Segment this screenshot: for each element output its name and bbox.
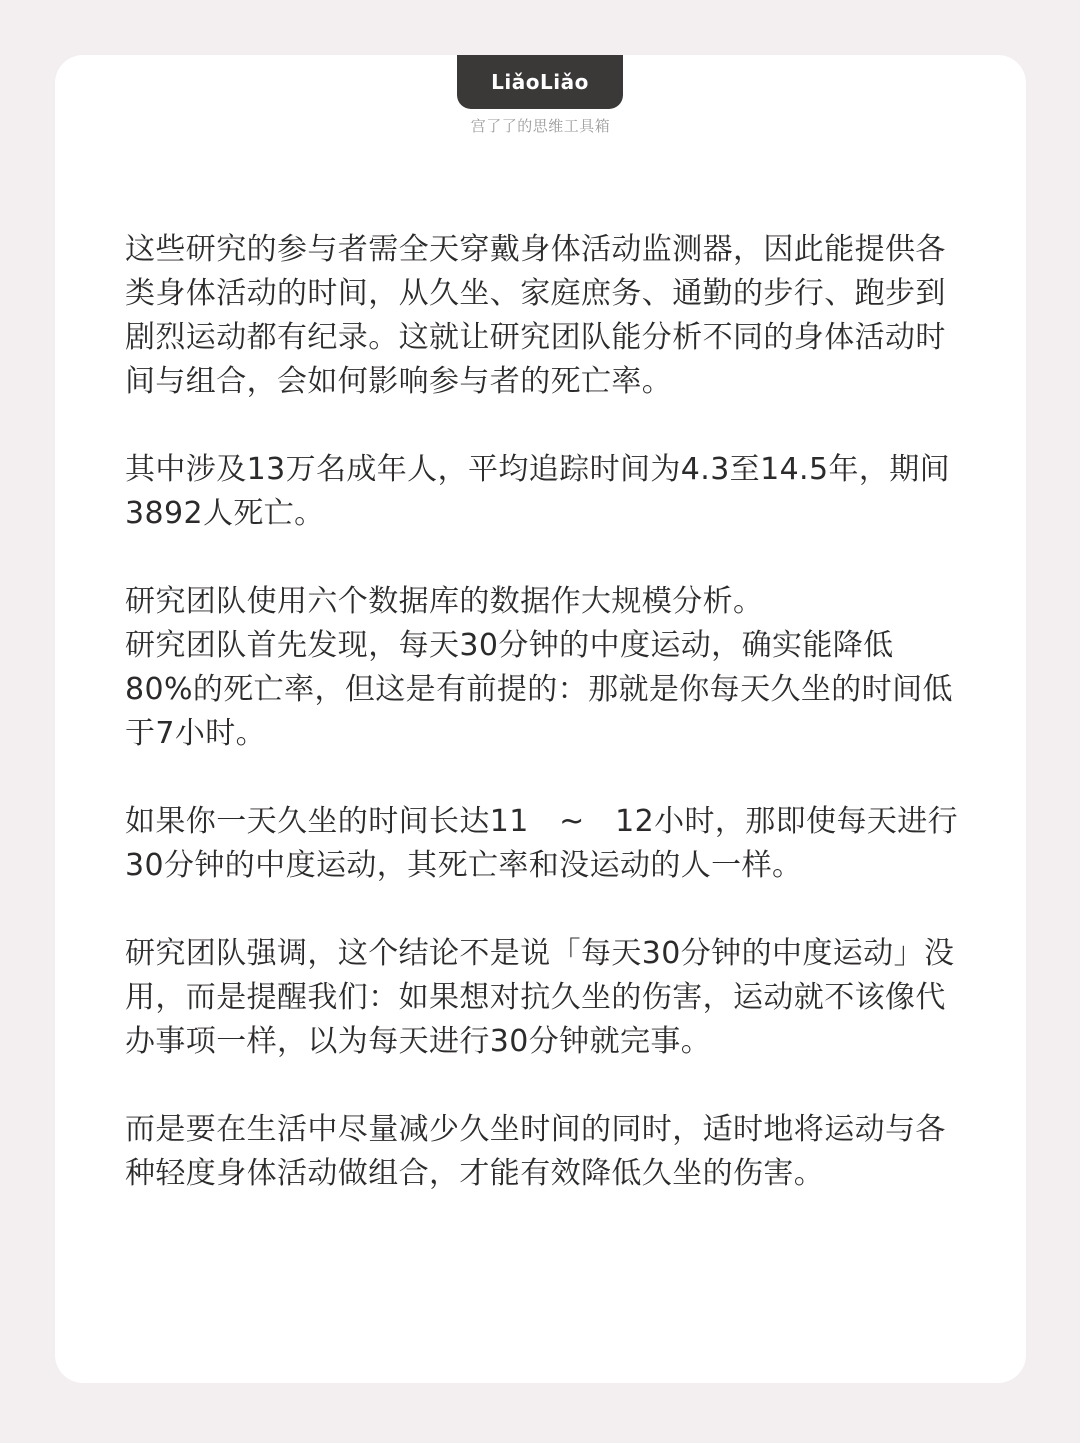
article-paragraph-7: 而是要在生活中尽量减少久坐时间的同时，适时地将运动与各种轻度身体活动做组合，才能有效降低久坐的伤害。 — [125, 1112, 946, 1191]
brand-tagline: 宫了了的思维工具箱 — [470, 117, 611, 135]
article-paragraph-2: 其中涉及13万名成年人，平均追踪时间为4.3至14.5年，期间3892人死亡。 — [125, 452, 951, 531]
article-paragraph-6: 研究团队强调，这个结论不是说「每天30分钟的中度运动」没用，而是提醒我们：如果想对抗久坐的伤害，运动就不该像代办事项一样，以为每天进行30分钟就完事。 — [125, 936, 955, 1059]
article-paragraph-5: 如果你一天久坐的时间长达11 ~ 12小时，那即使每天进行30分钟的中度运动，其死亡率和没运动的人一样。 — [125, 804, 959, 883]
article-paragraph-4: 研究团队首先发现，每天30分钟的中度运动，确实能降低80%的死亡率，但这是有前提的：那就是你每天久坐的时间低于7小时。 — [125, 628, 953, 751]
brand-logo: LiǎoLiǎo — [491, 70, 589, 94]
brand-logo-tab — [457, 55, 623, 109]
article-paragraph-3: 研究团队使用六个数据库的数据作大规模分析。 — [125, 584, 764, 619]
article-body — [125, 228, 959, 1240]
content-card — [55, 55, 1026, 1383]
article-paragraph-1: 这些研究的参与者需全天穿戴身体活动监测器，因此能提供各类身体活动的时间，从久坐、家庭庶务、通勤的步行、跑步到剧烈运动都有纪录。这就让研究团队能分析不同的身体活动时间与组合，会如何影响参与者的死亡率。 — [125, 232, 946, 399]
